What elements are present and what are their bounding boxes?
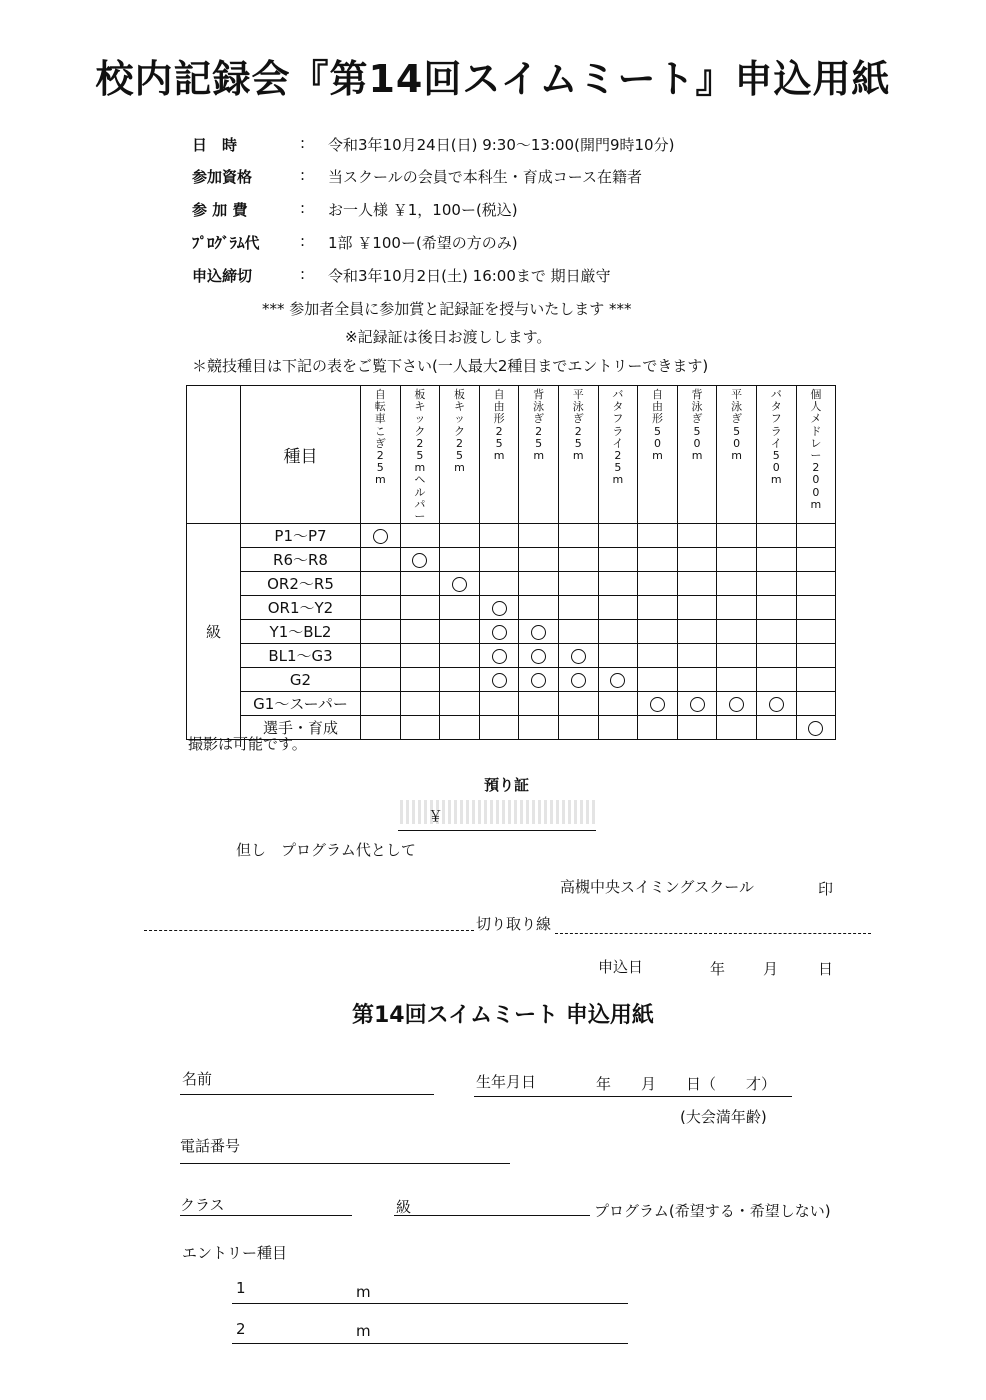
info-value-datetime: 令和3年10月24日(日) 9:30～13:00(開門9時10分) — [328, 136, 675, 154]
info-value-eligibility: 当スクールの会員で本科生・育成コース在籍者 — [328, 168, 642, 186]
table-body — [187, 524, 836, 740]
circle-mark-icon — [571, 649, 586, 664]
circle-mark-icon — [492, 625, 507, 640]
table-cell — [598, 692, 638, 716]
table-cell — [440, 668, 480, 692]
table-cell — [361, 596, 401, 620]
table-cell — [519, 644, 559, 668]
table-cell — [361, 692, 401, 716]
entry2-number: 2 — [236, 1320, 246, 1338]
table-cell — [796, 668, 836, 692]
event-header: 平泳ぎ25m — [558, 386, 598, 524]
circle-mark-icon — [808, 721, 823, 736]
row-label: OR1～Y2 — [241, 596, 361, 620]
circle-mark-icon — [610, 673, 625, 688]
info-label-deadline: 申込締切 — [192, 267, 253, 285]
table-cell — [558, 548, 598, 572]
table-cell — [479, 716, 519, 740]
info-colon: : — [300, 134, 306, 152]
table-cell — [361, 572, 401, 596]
phone-label: 電話番号 — [180, 1137, 241, 1155]
event-header: 自由形50m — [638, 386, 678, 524]
table-cell — [717, 644, 757, 668]
table-corner — [187, 386, 241, 524]
table-cell — [756, 644, 796, 668]
event-header: 自転車こぎ25m — [361, 386, 401, 524]
table-cell — [361, 668, 401, 692]
table-cell — [479, 596, 519, 620]
table-cell — [677, 572, 717, 596]
table-cell — [677, 596, 717, 620]
birth-label: 生年月日 — [476, 1073, 537, 1091]
table-cell — [519, 524, 559, 548]
table-cell — [638, 572, 678, 596]
event-header: 自由形25m — [479, 386, 519, 524]
table-cell — [756, 572, 796, 596]
circle-mark-icon — [492, 649, 507, 664]
row-label: R6～R8 — [241, 548, 361, 572]
table-cell — [598, 644, 638, 668]
date-year: 年 — [710, 960, 726, 978]
table-cell — [796, 548, 836, 572]
row-label: P1～P7 — [241, 524, 361, 548]
table-cell — [361, 548, 401, 572]
table-cell — [796, 692, 836, 716]
table-cell — [479, 668, 519, 692]
table-cell — [677, 716, 717, 740]
table-cell — [440, 716, 480, 740]
table-cell — [756, 692, 796, 716]
table-cell — [519, 572, 559, 596]
circle-mark-icon — [531, 625, 546, 640]
certificate-note: ※記録証は後日お渡しします。 — [345, 328, 552, 346]
award-note: *** 参加者全員に参加賞と記録証を授与いたします *** — [262, 300, 632, 318]
table-cell — [598, 596, 638, 620]
table-cell — [558, 620, 598, 644]
entry1-number: 1 — [236, 1279, 246, 1297]
table-cell — [440, 644, 480, 668]
cut-line-left — [144, 930, 474, 931]
date-day: 日 — [818, 960, 834, 978]
table-cell — [440, 572, 480, 596]
table-cell — [756, 620, 796, 644]
kind-header: 種目 — [241, 386, 361, 524]
table-row — [187, 548, 836, 572]
table-cell — [558, 572, 598, 596]
table-row — [187, 572, 836, 596]
circle-mark-icon — [531, 673, 546, 688]
phone-field[interactable] — [180, 1163, 510, 1164]
table-cell — [796, 524, 836, 548]
info-label-program: ﾌﾟﾛｸﾞﾗﾑ代 — [192, 234, 260, 252]
table-cell — [558, 716, 598, 740]
info-value-program: 1部 ￥100ー(希望の方のみ) — [328, 234, 518, 252]
table-cell — [400, 620, 440, 644]
receipt-title: 預り証 — [484, 776, 530, 794]
circle-mark-icon — [452, 577, 467, 592]
table-cell — [558, 524, 598, 548]
table-cell — [598, 620, 638, 644]
table-cell — [400, 596, 440, 620]
table-cell — [796, 572, 836, 596]
name-field[interactable] — [180, 1094, 434, 1095]
circle-mark-icon — [769, 697, 784, 712]
table-cell — [598, 548, 638, 572]
table-cell — [558, 692, 598, 716]
table-cell — [638, 524, 678, 548]
table-cell — [400, 668, 440, 692]
table-cell — [638, 620, 678, 644]
table-cell — [400, 716, 440, 740]
table-cell — [558, 668, 598, 692]
table-cell — [677, 692, 717, 716]
table-cell — [717, 668, 757, 692]
table-cell — [598, 716, 638, 740]
table-cell — [756, 548, 796, 572]
table-row — [187, 596, 836, 620]
event-header: バタフライ25m — [598, 386, 638, 524]
table-cell — [677, 524, 717, 548]
table-cell — [677, 620, 717, 644]
table-cell — [479, 572, 519, 596]
table-cell — [361, 644, 401, 668]
table-cell — [440, 548, 480, 572]
group-label: 級 — [187, 524, 241, 740]
birth-field[interactable] — [474, 1096, 792, 1097]
table-cell — [638, 644, 678, 668]
class-field[interactable] — [180, 1215, 352, 1216]
table-cell — [598, 572, 638, 596]
event-header: 背泳ぎ50m — [677, 386, 717, 524]
table-cell — [638, 668, 678, 692]
table-cell — [756, 716, 796, 740]
events-table — [186, 385, 836, 740]
yen-sign: ￥ — [428, 807, 444, 825]
cut-line-right — [555, 933, 871, 934]
table-cell — [717, 524, 757, 548]
row-label: G1～スーパー — [241, 692, 361, 716]
entry2-unit: m — [356, 1322, 371, 1340]
table-cell — [717, 596, 757, 620]
table-cell — [677, 644, 717, 668]
row-label: BL1～G3 — [241, 644, 361, 668]
event-header: 平泳ぎ50m — [717, 386, 757, 524]
table-cell — [400, 524, 440, 548]
table-cell — [440, 692, 480, 716]
table-cell — [479, 692, 519, 716]
form-title: 第14回スイムミート 申込用紙 — [352, 1003, 654, 1028]
table-cell — [598, 524, 638, 548]
entry-label: エントリー種目 — [182, 1244, 288, 1262]
entry1-field[interactable] — [232, 1303, 628, 1304]
circle-mark-icon — [492, 673, 507, 688]
info-value-fee: お一人様 ￥1，100ー(税込) — [328, 201, 518, 219]
kyu-field[interactable] — [394, 1215, 590, 1216]
table-row — [187, 644, 836, 668]
table-cell — [756, 524, 796, 548]
row-label: Y1～BL2 — [241, 620, 361, 644]
table-cell — [638, 692, 678, 716]
circle-mark-icon — [571, 673, 586, 688]
table-cell — [400, 644, 440, 668]
application-date-label: 申込日 — [598, 958, 644, 976]
table-cell — [400, 692, 440, 716]
info-value-deadline: 令和3年10月2日(土) 16:00まで 期日厳守 — [328, 267, 611, 285]
table-row — [187, 692, 836, 716]
table-row — [187, 668, 836, 692]
table-cell — [479, 548, 519, 572]
table-cell — [519, 596, 559, 620]
table-cell — [796, 716, 836, 740]
age-note: (大会満年齢) — [680, 1108, 767, 1126]
entry2-field[interactable] — [232, 1343, 628, 1344]
info-label-fee: 参 加 費 — [192, 201, 248, 219]
table-cell — [796, 644, 836, 668]
table-row — [187, 524, 836, 548]
table-cell — [400, 548, 440, 572]
table-cell — [558, 596, 598, 620]
table-cell — [519, 692, 559, 716]
table-cell — [717, 716, 757, 740]
kyu-label: 級 — [396, 1198, 412, 1216]
table-cell — [440, 596, 480, 620]
row-label: G2 — [241, 668, 361, 692]
info-colon: : — [300, 232, 306, 250]
table-cell — [717, 572, 757, 596]
circle-mark-icon — [650, 697, 665, 712]
circle-mark-icon — [531, 649, 546, 664]
table-header-row — [187, 386, 836, 524]
circle-mark-icon — [373, 529, 388, 544]
row-label: 選手・育成 — [241, 716, 361, 740]
info-label-eligibility: 参加資格 — [192, 168, 253, 186]
table-cell — [796, 620, 836, 644]
class-label: クラス — [180, 1196, 225, 1214]
date-month: 月 — [763, 960, 779, 978]
photo-note: 撮影は可能です。 — [188, 735, 307, 753]
circle-mark-icon — [412, 553, 427, 568]
table-cell — [400, 572, 440, 596]
table-cell — [638, 596, 678, 620]
circle-mark-icon — [690, 697, 705, 712]
table-cell — [361, 524, 401, 548]
table-cell — [519, 716, 559, 740]
page-title: 校内記録会『第14回スイムミート』申込用紙 — [95, 57, 891, 101]
table-cell — [717, 620, 757, 644]
events-note: ＊競技種目は下記の表をご覧下さい(一人最大2種目までエントリーできます) — [192, 357, 709, 375]
table-cell — [519, 548, 559, 572]
table-cell — [717, 692, 757, 716]
info-colon: : — [300, 166, 306, 184]
table-cell — [638, 716, 678, 740]
birth-fields: 年 月 日（ 才） — [596, 1075, 777, 1093]
school-name: 高槻中央スイミングスクール — [560, 878, 754, 896]
table-cell — [519, 620, 559, 644]
table-cell — [479, 620, 519, 644]
table-cell — [638, 548, 678, 572]
receipt-note: 但し プログラム代として — [236, 841, 416, 859]
table-cell — [677, 548, 717, 572]
table-cell — [361, 716, 401, 740]
table-cell — [440, 524, 480, 548]
table-cell — [440, 620, 480, 644]
table-cell — [361, 620, 401, 644]
event-header: 板キック25mヘルパー — [400, 386, 440, 524]
event-header: 個人メドレー200m — [796, 386, 836, 524]
program-choice[interactable]: プログラム(希望する・希望しない) — [594, 1202, 831, 1220]
table-cell — [677, 668, 717, 692]
table-cell — [756, 668, 796, 692]
table-cell — [519, 668, 559, 692]
info-label-datetime: 日 時 — [192, 136, 238, 154]
table-cell — [558, 644, 598, 668]
table-cell — [756, 596, 796, 620]
table-cell — [598, 668, 638, 692]
table-cell — [479, 644, 519, 668]
table-cell — [717, 548, 757, 572]
seal-mark: 印 — [818, 880, 834, 898]
info-colon: : — [300, 265, 306, 283]
event-header: バタフライ50m — [756, 386, 796, 524]
row-label: OR2～R5 — [241, 572, 361, 596]
table-cell — [479, 524, 519, 548]
event-header: 板キック25m — [440, 386, 480, 524]
circle-mark-icon — [492, 601, 507, 616]
cut-line-label: 切り取り線 — [476, 915, 552, 933]
entry1-unit: m — [356, 1283, 371, 1301]
amount-line — [398, 830, 596, 831]
circle-mark-icon — [729, 697, 744, 712]
table-row — [187, 620, 836, 644]
event-header: 背泳ぎ25m — [519, 386, 559, 524]
table-cell — [796, 596, 836, 620]
info-colon: : — [300, 199, 306, 217]
name-label: 名前 — [182, 1070, 213, 1088]
